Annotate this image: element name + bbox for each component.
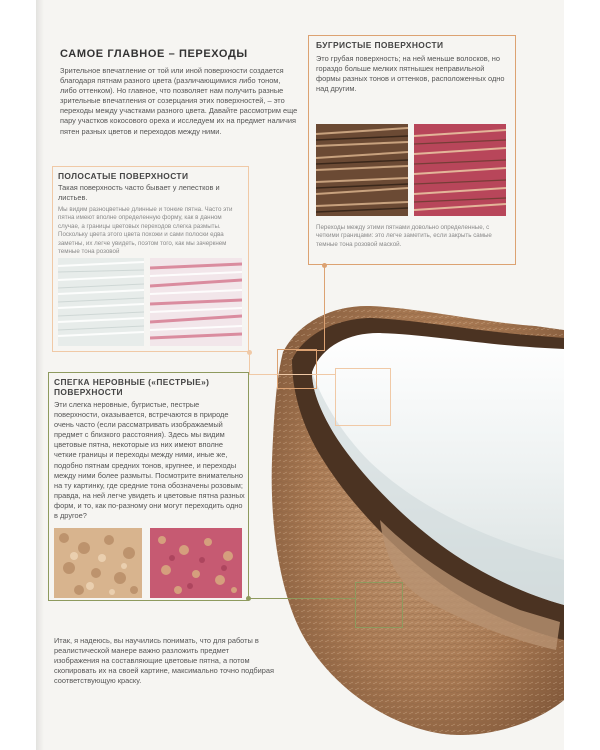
bumpy-connector-dot — [322, 263, 327, 268]
striped-caption: Мы видим разноцветные длинные и тонкие пятна. Часто эти пятна имеют вполне определенную форму, как в данном случае, а границы цветовых переходов слегка размыты. Поскольку цвета этого цвета похожи и сами полоски едва заметны, их легче увидеть, поэтом того, как мы зачеркнем темные тона розовой — [58, 206, 233, 256]
motley-paragraph: Эти слегка неровные, бугристые, пестрые поверхности, оказывается, встречаются в природе очень часто (если рассматривать изображаемый предмет с близкого расстояния). Здесь мы видим цветовые пятна, некоторые из них имеют вполне четкие границы и переходы между ними, иные же, подобно пятнам средних тонов, крупнее, и переходы между ними более размыты. Посмотрите внимательно на ту картинку, где средние тона обозначены розовым; правда, на ней легче увидеть и цветовые пятна разных форм, и то, как по-разному они могут переходить одно в другое? — [54, 400, 245, 521]
motley-title-line2: ПОВЕРХНОСТИ — [54, 387, 123, 397]
striped-connector-v — [249, 352, 250, 374]
striped-swatch-masked — [150, 258, 242, 346]
bumpy-callout-square — [277, 349, 317, 389]
striped-connector-h — [249, 374, 335, 375]
bumpy-connector-v — [324, 265, 325, 351]
conclusion-paragraph: Итак, я надеюсь, вы научились понимать, что для работы в реалистической манере важно разложить предмет изображения на составляющие цветовые пятна, а потом скопировать их на своей картине, максимально точно подбирая соответствующую краску. — [54, 636, 275, 686]
striped-callout-square — [335, 368, 391, 426]
bumpy-paragraph: Это грубая поверхность; на ней меньше волосков, но гораздо больше мелких пятнышек неправильной формы разных тонов и оттенков, расположенных одно над другим. — [316, 54, 505, 94]
bumpy-caption: Переходы между этими пятнами довольно определенные, с четкими границами: это легче заметить, если закрыть самые темные тона розовой маской. — [316, 224, 492, 248]
bumpy-connector-h — [296, 350, 325, 351]
main-paragraph: Зрительное впечатление от той или иной поверхности создается благодаря пятнам разного цвета (различающимися либо тоном, либо оттенком). Но главное, что позволяет нам получить разные зрительные впечатления от созерцания этих поверхностей, – это переходы между участками разного цвета. Давайте рассмотрим еще пару участков кокосового ореха и исследуем их на предмет наличия пятен разных цветов и переходов между ними. — [60, 66, 298, 136]
main-title: САМОЕ ГЛАВНОЕ – ПЕРЕХОДЫ — [60, 48, 248, 60]
bumpy-title: БУГРИСТЫЕ ПОВЕРХНОСТИ — [316, 40, 444, 50]
bumpy-swatch-masked — [414, 124, 506, 216]
bumpy-swatch-natural — [316, 124, 408, 216]
striped-connector-dot — [247, 350, 252, 355]
motley-swatch-masked — [150, 528, 242, 598]
striped-swatch-natural — [58, 258, 144, 346]
motley-swatch-natural — [54, 528, 142, 598]
motley-connector-h — [249, 598, 355, 599]
motley-connector-dot — [246, 596, 251, 601]
motley-callout-square — [355, 582, 403, 628]
striped-title: ПОЛОСАТЫЕ ПОВЕРХНОСТИ — [58, 171, 189, 181]
motley-title-line1: СПЕГКА НЕРОВНЫЕ («ПЕСТРЫЕ») — [54, 377, 210, 387]
striped-paragraph: Такая поверхность часто бывает у лепестков и листьев. — [58, 183, 220, 203]
